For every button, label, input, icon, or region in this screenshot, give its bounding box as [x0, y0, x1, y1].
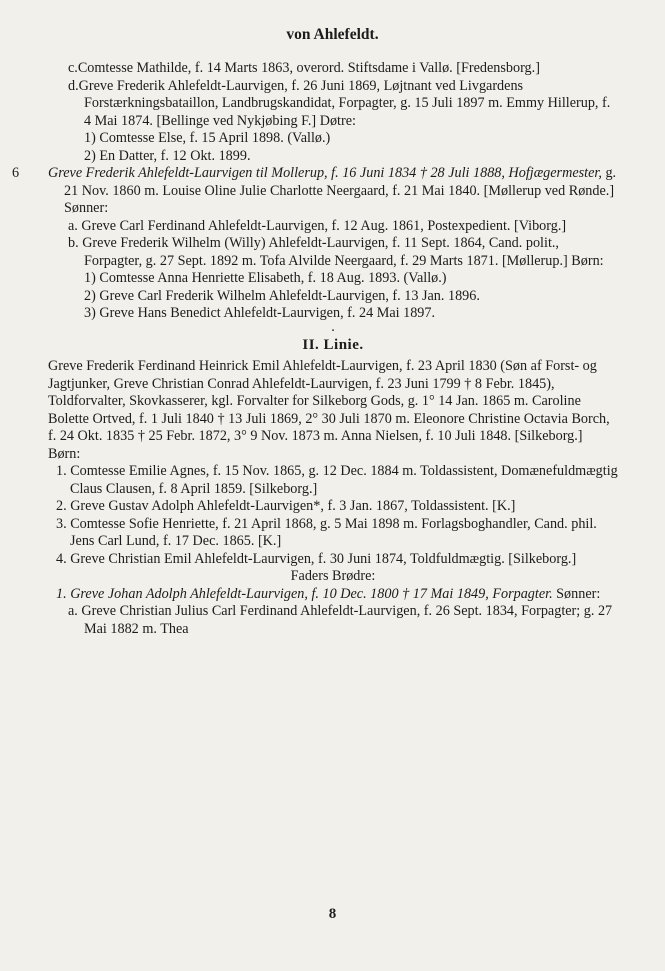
- entry-c: c.Comtesse Mathilde, f. 14 Marts 1863, overord. Stiftsdame i Vallø. [Fredensborg.]: [68, 60, 540, 76]
- child-1: 1. Comtesse Emilie Agnes, f. 15 Nov. 1865, g. 12 Dec. 1884 m. Toldassistent, Domænefuldmægtig Claus Clausen, f. 8 April 1859. [Silkeborg.]: [56, 463, 618, 497]
- entry-6: 6 Greve Frederik Ahlefeldt-Laurvigen til Mollerup, f. 16 Juni 1834 † 28 Juli 1888, Hofjægermester, g. 21 Nov. 1860 m. Louise Oline Julie Charlotte Neergaard, f. 21 Mai 1840. [Møllerup ved Rønde.] Sønner:: [12, 165, 617, 216]
- entry-6-b: b. Greve Frederik Wilhelm (Willy) Ahlefeldt-Laurvigen, f. 11 Sept. 1864, Cand. polit., Forpagter, g. 27 Sept. 1892 m. Tofa Alvilde Neergaard, f. 29 Marts 1871. [Møllerup.] Børn:: [68, 235, 604, 269]
- subheading-faders-brodre: Faders Brødre:: [290, 568, 376, 584]
- child-4: 4. Greve Christian Emil Ahlefeldt-Laurvigen, f. 30 Juni 1874, Toldfuldmægtig. [Silkeborg.]: [56, 550, 577, 567]
- entry-d: d.Greve Frederik Ahlefeldt-Laurvigen, f. 26 Juni 1869, Løjtnant ved Livgardens Forstærkningsbataillon, Landbrugskandidat, Forpagter, g. 15 Juli 1897 m. Emmy Hillerup, f. 4 Mai 1874. [Bellinge ved Nykjøbing F.] Døtre:: [68, 77, 611, 129]
- entry-d-2: 2) En Datter, f. 12 Okt. 1899.: [84, 147, 251, 164]
- entry-6-heading: Greve Frederik Ahlefeldt-Laurvigen til Mollerup, f. 16 Juni 1834 † 28 Juli 1888, Hofjægermester,: [48, 165, 602, 181]
- entry-6-b-1: 1) Comtesse Anna Henriette Elisabeth, f. 18 Aug. 1893. (Vallø.): [84, 270, 447, 286]
- brother-1: [48, 586, 618, 604]
- entry-6-text: g. 21 Nov. 1860 m. Louise Oline Julie Charlotte Neergaard, f. 21 Mai 1840. [Møllerup ved Rønde.] Sønner:: [64, 165, 617, 216]
- separator-dot: .: [331, 318, 335, 335]
- entry-6-b-3: 3) Greve Hans Benedict Ahlefeldt-Laurvigen, f. 24 Mai 1897.: [84, 305, 436, 321]
- linie-paragraph: Greve Frederik Ferdinand Heinrick Emil Ahlefeldt-Laurvigen, f. 23 April 1830 (Søn af Forst- og Jagtjunker, Greve Christian Conrad Ahlefeldt-Laurvigen, f. 23 Juni 1799 † 8 Febr. 1845), Toldforvalter, Skovkasserer, kgl. Forvalter for Silkeborg Gods, g. 1° 14 Jan. 1865 m. Caroline Bolette Ortved, f. 1 Juli 1840 † 13 Juli 1869, 2° 30 Juli 1870 m. Eleonore Christine Octavia Borch, f. 24 Okt. 1835 † 25 Febr. 1872, 3° 9 Nov. 1873 m. Anna Nielsen, f. 10 Juli 1848. [Silkeborg.] Børn:: [48, 358, 610, 462]
- brother-1-text: Sønner:: [552, 585, 601, 602]
- child-3: 3. Comtesse Sofie Henriette, f. 21 April 1868, g. 5 Mai 1898 m. Forlagsboghandler, Cand. phil. Jens Carl Lund, f. 17 Dec. 1865. [K.]: [56, 515, 597, 549]
- page-number: 8: [328, 906, 337, 922]
- section-heading: II. Linie.: [302, 336, 364, 353]
- page-body: [12, 60, 618, 638]
- entry-6-a: a. Greve Carl Ferdinand Ahlefeldt-Laurvigen, f. 12 Aug. 1861, Postexpedient. [Viborg.]: [68, 217, 567, 234]
- brother-1-a: a. Greve Christian Julius Carl Ferdinand Ahlefeldt-Laurvigen, f. 26 Sept. 1834, Forpagter; g. 27 Mai 1882 m. Thea: [68, 603, 613, 637]
- entry-6-b-2: 2) Greve Carl Frederik Wilhelm Ahlefeldt-Laurvigen, f. 13 Jan. 1896.: [84, 287, 480, 304]
- child-2: 2. Greve Gustav Adolph Ahlefeldt-Laurvigen*, f. 3 Jan. 1867, Toldassistent. [K.]: [56, 498, 516, 514]
- page-title: von Ahlefeldt.: [286, 26, 379, 43]
- brother-1-heading: 1. Greve Johan Adolph Ahlefeldt-Laurvigen, f. 10 Dec. 1800 † 17 Mai 1849, Forpagter.: [56, 585, 553, 602]
- entry-d-1: 1) Comtesse Else, f. 15 April 1898. (Vallø.): [84, 130, 331, 146]
